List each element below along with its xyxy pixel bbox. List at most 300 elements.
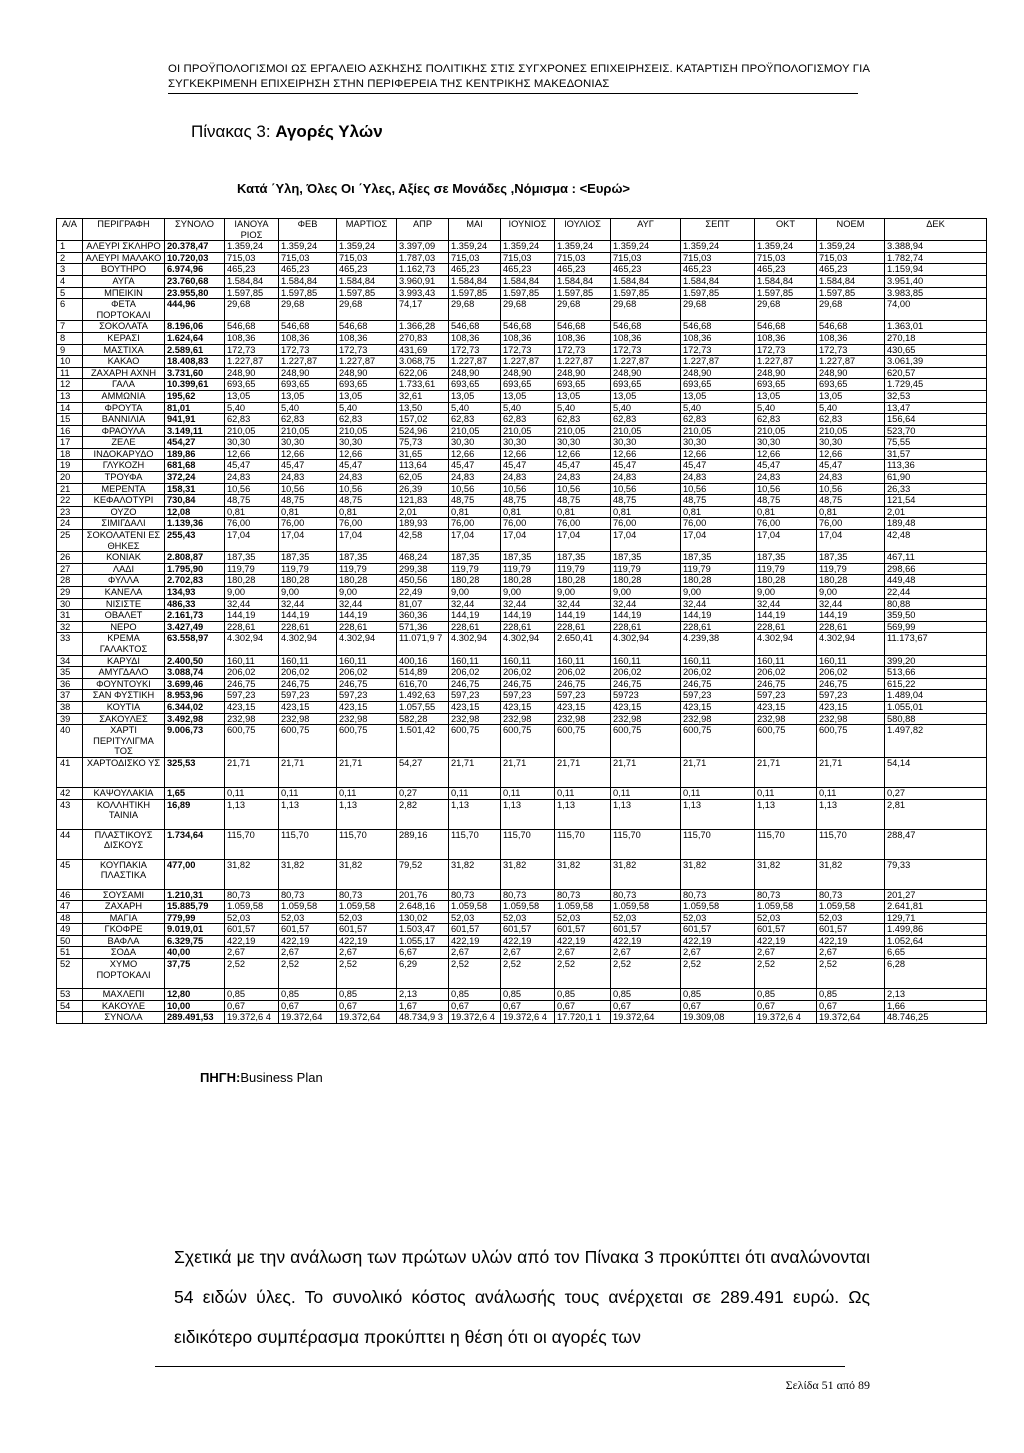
- month-value-cell: 1.055,17: [397, 935, 449, 947]
- month-value-cell: 0,85: [755, 989, 817, 1001]
- month-value-cell: 45,47: [279, 460, 337, 472]
- month-value-cell: 1.059,58: [337, 901, 397, 913]
- month-value-cell: 115,70: [225, 829, 279, 859]
- month-value-cell: 75,73: [397, 437, 449, 449]
- month-value-cell: 5,40: [817, 402, 885, 414]
- month-value-cell: 12,66: [225, 448, 279, 460]
- month-value-cell: 115,70: [681, 829, 755, 859]
- month-value-cell: 11.071,9 7: [397, 633, 449, 655]
- row-index-cell: 9: [57, 344, 83, 356]
- table-row: [57, 344, 987, 356]
- month-value-cell: 31,82: [611, 859, 681, 889]
- month-value-cell: 21,71: [555, 757, 611, 787]
- table-row: [57, 299, 987, 321]
- month-value-cell: 3.983,85: [885, 287, 987, 299]
- row-index-cell: 4: [57, 275, 83, 287]
- month-value-cell: 29,68: [337, 299, 397, 321]
- month-value-cell: 119,79: [755, 563, 817, 575]
- month-value-cell: 144,19: [817, 610, 885, 622]
- month-value-cell: 48,75: [225, 495, 279, 507]
- month-value-cell: 246,75: [817, 678, 885, 690]
- description-cell: ΦΕΤΑ ΠΟΡΤΟΚΑΛΙ: [83, 299, 165, 321]
- month-value-cell: 206,02: [279, 667, 337, 679]
- month-value-cell: 62,05: [397, 472, 449, 484]
- month-value-cell: 17,04: [449, 530, 501, 552]
- month-value-cell: 601,57: [501, 924, 555, 936]
- month-value-cell: 10,56: [555, 483, 611, 495]
- source-value: Business Plan: [240, 1070, 323, 1085]
- total-cell: 730,84: [165, 495, 225, 507]
- month-value-cell: 45,47: [817, 460, 885, 472]
- month-value-cell: 30,30: [337, 437, 397, 449]
- month-value-cell: 0,11: [225, 787, 279, 799]
- total-cell: 2.702,83: [165, 575, 225, 587]
- month-value-cell: 2,67: [449, 947, 501, 959]
- month-value-cell: 189,48: [885, 518, 987, 530]
- month-value-cell: 10,56: [449, 483, 501, 495]
- month-value-cell: 206,02: [755, 667, 817, 679]
- description-cell: ΜΑΣΤΙΧΑ: [83, 344, 165, 356]
- month-value-cell: 21,71: [337, 757, 397, 787]
- month-value-cell: 3.951,40: [885, 275, 987, 287]
- month-value-cell: 715,03: [681, 252, 755, 264]
- total-cell: 1.139,36: [165, 518, 225, 530]
- description-cell: ΣΟΚΟΛΑΤΕΝΙ ΕΣ ΘΗΚΕΣ: [83, 530, 165, 552]
- table-row: [57, 367, 987, 379]
- month-value-cell: 11.173,67: [885, 633, 987, 655]
- month-value-cell: 24,83: [817, 472, 885, 484]
- description-cell: ΑΥΓΑ: [83, 275, 165, 287]
- month-value-cell: 54,14: [885, 757, 987, 787]
- month-value-cell: 601,57: [337, 924, 397, 936]
- month-value-cell: 48,75: [449, 495, 501, 507]
- month-value-cell: 24,83: [279, 472, 337, 484]
- running-header-line-2: ΣΥΓΚΕΚΡΙΜΕΝΗ ΕΠΙΧΕΙΡΗΣΗ ΣΤΗΝ ΠΕΡΙΦΕΡΕΙΑ ΤΗΣ ΚΕΝΤΡΙΚΗΣ ΜΑΚΕΔΟΝΙΑΣ: [168, 78, 610, 90]
- month-value-cell: 9,00: [681, 587, 755, 599]
- month-value-cell: 29,68: [681, 299, 755, 321]
- month-value-cell: 80,73: [337, 889, 397, 901]
- table-row: [57, 437, 987, 449]
- month-value-cell: 2,67: [611, 947, 681, 959]
- month-value-cell: 0,11: [279, 787, 337, 799]
- total-cell: 158,31: [165, 483, 225, 495]
- month-value-cell: 29,68: [225, 299, 279, 321]
- month-value-cell: 115,70: [755, 829, 817, 859]
- month-value-cell: 13,05: [449, 390, 501, 402]
- column-header: ΙΟΥΛΙΟΣ: [555, 219, 611, 241]
- row-index-cell: 40: [57, 725, 83, 758]
- month-value-cell: 228,61: [681, 621, 755, 633]
- month-value-cell: 431,69: [397, 344, 449, 356]
- description-cell: ΙΝΔΟΚΑΡΥΔΟ: [83, 448, 165, 460]
- month-value-cell: 52,03: [501, 912, 555, 924]
- month-value-cell: 597,23: [337, 690, 397, 702]
- description-cell: ΓΚΟΦΡΕ: [83, 924, 165, 936]
- total-cell: 486,33: [165, 598, 225, 610]
- row-index-cell: 47: [57, 901, 83, 913]
- month-value-cell: 17,04: [337, 530, 397, 552]
- month-value-cell: 210,05: [279, 425, 337, 437]
- month-value-cell: 180,28: [681, 575, 755, 587]
- month-value-cell: 160,11: [611, 655, 681, 667]
- description-cell: ΠΛΑΣΤΙΚΟΥΣ ΔΙΣΚΟΥΣ: [83, 829, 165, 859]
- month-value-cell: 0,11: [501, 787, 555, 799]
- month-value-cell: 3.993,43: [397, 287, 449, 299]
- month-value-cell: 2,52: [681, 959, 755, 989]
- month-value-cell: 9,00: [337, 587, 397, 599]
- month-value-cell: 0,81: [611, 506, 681, 518]
- month-value-cell: 0,85: [681, 989, 755, 1001]
- month-value-cell: 156,64: [885, 414, 987, 426]
- table-row: [57, 667, 987, 679]
- month-value-cell: 0,85: [449, 989, 501, 1001]
- month-value-cell: 108,36: [755, 332, 817, 344]
- total-cell: 3.427,49: [165, 621, 225, 633]
- month-value-cell: 17,04: [225, 530, 279, 552]
- total-cell: 941,91: [165, 414, 225, 426]
- month-value-cell: 206,02: [337, 667, 397, 679]
- month-value-cell: 129,71: [885, 912, 987, 924]
- total-cell: 325,53: [165, 757, 225, 787]
- description-cell: ΦΟΥΝΤΟΥΚΙ: [83, 678, 165, 690]
- month-value-cell: 620,57: [885, 367, 987, 379]
- month-value-cell: 108,36: [449, 332, 501, 344]
- month-value-cell: 0,85: [611, 989, 681, 1001]
- month-value-cell: 172,73: [681, 344, 755, 356]
- month-value-cell: 187,35: [555, 552, 611, 564]
- month-value-cell: 80,73: [501, 889, 555, 901]
- month-value-cell: 2,52: [611, 959, 681, 989]
- month-value-cell: 80,73: [681, 889, 755, 901]
- row-index-cell: 20: [57, 472, 83, 484]
- description-cell: ΝΕΡΟ: [83, 621, 165, 633]
- month-value-cell: 465,23: [681, 264, 755, 276]
- month-value-cell: 206,02: [611, 667, 681, 679]
- row-index-cell: 1: [57, 241, 83, 253]
- month-value-cell: 30,30: [449, 437, 501, 449]
- month-value-cell: 160,11: [681, 655, 755, 667]
- month-value-cell: 121,54: [885, 495, 987, 507]
- month-value-cell: 1.057,55: [397, 701, 449, 713]
- description-cell: ΖΕΛΕ: [83, 437, 165, 449]
- description-cell: ΧΥΜΟ ΠΟΡΤΟΚΑΛΙ: [83, 959, 165, 989]
- month-value-cell: 2.650,41: [555, 633, 611, 655]
- month-value-cell: 1,13: [337, 799, 397, 829]
- table-row: [57, 598, 987, 610]
- month-value-cell: 288,47: [885, 829, 987, 859]
- month-value-cell: 422,19: [279, 935, 337, 947]
- month-value-cell: 270,83: [397, 332, 449, 344]
- column-header: ΔΕΚ: [885, 219, 987, 241]
- month-value-cell: 206,02: [817, 667, 885, 679]
- month-value-cell: 2,01: [397, 506, 449, 518]
- row-index-cell: 35: [57, 667, 83, 679]
- month-value-cell: 1.359,24: [337, 241, 397, 253]
- column-header: ΦΕΒ: [279, 219, 337, 241]
- row-index-cell: 32: [57, 621, 83, 633]
- month-value-cell: 4.302,94: [225, 633, 279, 655]
- total-cell: 81,01: [165, 402, 225, 414]
- month-value-cell: 31,82: [817, 859, 885, 889]
- month-value-cell: 172,73: [611, 344, 681, 356]
- month-value-cell: 1,13: [611, 799, 681, 829]
- month-value-cell: 144,19: [337, 610, 397, 622]
- month-value-cell: 0,81: [817, 506, 885, 518]
- month-value-cell: 228,61: [755, 621, 817, 633]
- month-value-cell: 1.597,85: [337, 287, 397, 299]
- month-value-cell: 228,61: [225, 621, 279, 633]
- row-index-cell: 3: [57, 264, 83, 276]
- total-cell: 23.760,68: [165, 275, 225, 287]
- month-value-cell: 246,75: [279, 678, 337, 690]
- month-value-cell: 423,15: [681, 701, 755, 713]
- month-value-cell: 10,56: [817, 483, 885, 495]
- month-value-cell: 13,50: [397, 402, 449, 414]
- month-value-cell: 160,11: [279, 655, 337, 667]
- month-value-cell: 1.055,01: [885, 701, 987, 713]
- table-row: [57, 829, 987, 859]
- month-value-cell: 1.059,58: [225, 901, 279, 913]
- table-row: [57, 725, 987, 758]
- month-value-cell: 399,20: [885, 655, 987, 667]
- table-row: [57, 518, 987, 530]
- table-row: [57, 414, 987, 426]
- month-value-cell: 601,57: [681, 924, 755, 936]
- month-value-cell: 80,73: [449, 889, 501, 901]
- row-index-cell: 6: [57, 299, 83, 321]
- month-value-cell: 2,13: [397, 989, 449, 1001]
- row-index-cell: 48: [57, 912, 83, 924]
- month-value-cell: 62,83: [225, 414, 279, 426]
- month-value-cell: 119,79: [681, 563, 755, 575]
- month-value-cell: 1,13: [755, 799, 817, 829]
- month-value-cell: 597,23: [681, 690, 755, 702]
- month-value-cell: 597,23: [755, 690, 817, 702]
- month-value-cell: 31,65: [397, 448, 449, 460]
- total-cell: 1,65: [165, 787, 225, 799]
- month-value-cell: 210,05: [555, 425, 611, 437]
- table-row: [57, 935, 987, 947]
- month-value-cell: 2,52: [279, 959, 337, 989]
- month-value-cell: 1,13: [817, 799, 885, 829]
- month-value-cell: 29,68: [611, 299, 681, 321]
- month-value-cell: 5,40: [501, 402, 555, 414]
- month-value-cell: 32,44: [337, 598, 397, 610]
- table-row: [57, 701, 987, 713]
- month-value-cell: 121,83: [397, 495, 449, 507]
- description-cell: ΣΙΜΙΓΔΑΛΙ: [83, 518, 165, 530]
- month-value-cell: 400,16: [397, 655, 449, 667]
- month-value-cell: 76,00: [449, 518, 501, 530]
- month-value-cell: 693,65: [337, 379, 397, 391]
- total-cell: 37,75: [165, 959, 225, 989]
- month-value-cell: 10,56: [611, 483, 681, 495]
- column-header: ΙΟΥΝΙΟΣ: [501, 219, 555, 241]
- month-value-cell: 2,82: [397, 799, 449, 829]
- month-value-cell: 1.489,04: [885, 690, 987, 702]
- month-value-cell: 17,04: [279, 530, 337, 552]
- month-value-cell: 715,03: [611, 252, 681, 264]
- month-value-cell: 10,56: [755, 483, 817, 495]
- month-value-cell: 30,30: [611, 437, 681, 449]
- month-value-cell: 13,05: [279, 390, 337, 402]
- description-cell: ΜΠΕΙΚΙΝ: [83, 287, 165, 299]
- month-value-cell: 1,66: [885, 1000, 987, 1012]
- month-value-cell: 113,36: [885, 460, 987, 472]
- month-value-cell: 1.501,42: [397, 725, 449, 758]
- total-cell: 8.953,96: [165, 690, 225, 702]
- month-value-cell: 30,30: [555, 437, 611, 449]
- table-row: [57, 947, 987, 959]
- month-value-cell: 423,15: [279, 701, 337, 713]
- month-value-cell: 615,22: [885, 678, 987, 690]
- total-cell: 1.795,90: [165, 563, 225, 575]
- total-cell: 15.885,79: [165, 901, 225, 913]
- month-value-cell: 1.584,84: [279, 275, 337, 287]
- month-value-cell: 1.597,85: [555, 287, 611, 299]
- month-value-cell: 19.372,6 4: [501, 1012, 555, 1024]
- month-value-cell: 115,70: [279, 829, 337, 859]
- month-value-cell: 13,05: [611, 390, 681, 402]
- month-value-cell: 232,98: [501, 713, 555, 725]
- row-index-cell: 12: [57, 379, 83, 391]
- table-row: [57, 506, 987, 518]
- month-value-cell: 693,65: [449, 379, 501, 391]
- month-value-cell: 24,83: [755, 472, 817, 484]
- month-value-cell: 423,15: [337, 701, 397, 713]
- month-value-cell: 2,81: [885, 799, 987, 829]
- month-value-cell: 32,44: [611, 598, 681, 610]
- month-value-cell: 1.227,87: [449, 356, 501, 368]
- month-value-cell: 228,61: [501, 621, 555, 633]
- month-value-cell: 12,66: [755, 448, 817, 460]
- month-value-cell: 76,00: [555, 518, 611, 530]
- total-cell: 779,99: [165, 912, 225, 924]
- month-value-cell: 144,19: [555, 610, 611, 622]
- month-value-cell: 115,70: [337, 829, 397, 859]
- month-value-cell: 210,05: [681, 425, 755, 437]
- month-value-cell: 430,65: [885, 344, 987, 356]
- total-cell: 372,24: [165, 472, 225, 484]
- description-cell: ΚΡΕΜΑ ΓΑΛΑΚΤΟΣ: [83, 633, 165, 655]
- month-value-cell: 600,75: [449, 725, 501, 758]
- month-value-cell: 1.584,84: [611, 275, 681, 287]
- month-value-cell: 130,02: [397, 912, 449, 924]
- month-value-cell: 119,79: [449, 563, 501, 575]
- month-value-cell: 48.746,25: [885, 1012, 987, 1024]
- month-value-cell: 1.059,58: [279, 901, 337, 913]
- month-value-cell: 465,23: [501, 264, 555, 276]
- month-value-cell: 12,66: [817, 448, 885, 460]
- total-cell: 63.558,97: [165, 633, 225, 655]
- month-value-cell: 715,03: [337, 252, 397, 264]
- month-value-cell: 17,04: [555, 530, 611, 552]
- month-value-cell: 693,65: [501, 379, 555, 391]
- month-value-cell: 144,19: [755, 610, 817, 622]
- month-value-cell: 17,04: [817, 530, 885, 552]
- description-cell: ΜΕΡΕΝΤΑ: [83, 483, 165, 495]
- month-value-cell: 10,56: [279, 483, 337, 495]
- month-value-cell: 45,47: [225, 460, 279, 472]
- total-cell: 6.344,02: [165, 701, 225, 713]
- month-value-cell: 1.597,85: [755, 287, 817, 299]
- month-value-cell: 465,23: [449, 264, 501, 276]
- month-value-cell: 160,11: [755, 655, 817, 667]
- table-row: [57, 621, 987, 633]
- month-value-cell: 1.492,63: [397, 690, 449, 702]
- total-cell: 10.720,03: [165, 252, 225, 264]
- row-index-cell: 13: [57, 390, 83, 402]
- row-index-cell: 44: [57, 829, 83, 859]
- description-cell: ΒΑΦΛΑ: [83, 935, 165, 947]
- month-value-cell: 228,61: [611, 621, 681, 633]
- month-value-cell: 172,73: [279, 344, 337, 356]
- description-cell: ΒΑΝΝΙΛΙΑ: [83, 414, 165, 426]
- month-value-cell: 1.787,03: [397, 252, 449, 264]
- month-value-cell: 600,75: [681, 725, 755, 758]
- month-value-cell: 1.729,45: [885, 379, 987, 391]
- row-index-cell: 15: [57, 414, 83, 426]
- month-value-cell: 0,67: [225, 1000, 279, 1012]
- month-value-cell: 144,19: [611, 610, 681, 622]
- row-index-cell: 36: [57, 678, 83, 690]
- month-value-cell: 3.061,39: [885, 356, 987, 368]
- month-value-cell: 600,75: [501, 725, 555, 758]
- month-value-cell: 422,19: [555, 935, 611, 947]
- table-row: [57, 264, 987, 276]
- month-value-cell: 601,57: [279, 924, 337, 936]
- month-value-cell: 524,96: [397, 425, 449, 437]
- month-value-cell: 17.720,1 1: [555, 1012, 611, 1024]
- month-value-cell: 17,04: [681, 530, 755, 552]
- month-value-cell: 228,61: [279, 621, 337, 633]
- month-value-cell: 1,13: [501, 799, 555, 829]
- total-cell: 18.408,83: [165, 356, 225, 368]
- month-value-cell: 172,73: [817, 344, 885, 356]
- month-value-cell: 80,73: [279, 889, 337, 901]
- month-value-cell: 180,28: [611, 575, 681, 587]
- month-value-cell: 580,88: [885, 713, 987, 725]
- month-value-cell: 546,68: [337, 321, 397, 333]
- month-value-cell: 30,30: [681, 437, 755, 449]
- row-index-cell: 25: [57, 530, 83, 552]
- month-value-cell: 246,75: [681, 678, 755, 690]
- table-row: [57, 959, 987, 989]
- month-value-cell: 76,00: [337, 518, 397, 530]
- table-header-row: [57, 219, 987, 241]
- column-header: ΝΟΕΜ: [817, 219, 885, 241]
- month-value-cell: 13,05: [337, 390, 397, 402]
- page-number: Σελίδα 51 από 89: [785, 1378, 870, 1392]
- month-value-cell: 1.359,24: [817, 241, 885, 253]
- description-cell: ΓΑΛΑ: [83, 379, 165, 391]
- month-value-cell: 119,79: [337, 563, 397, 575]
- table-row: [57, 713, 987, 725]
- description-cell: ΚΟΥΠΑΚΙΑ ΠΛΑΣΤΙΚΑ: [83, 859, 165, 889]
- month-value-cell: 600,75: [337, 725, 397, 758]
- table-row: [57, 678, 987, 690]
- column-header: ΜΑΙ: [449, 219, 501, 241]
- table-row: [57, 530, 987, 552]
- month-value-cell: 10,56: [681, 483, 755, 495]
- month-value-cell: 24,83: [337, 472, 397, 484]
- month-value-cell: 48,75: [555, 495, 611, 507]
- month-value-cell: 12,66: [681, 448, 755, 460]
- month-value-cell: 5,40: [611, 402, 681, 414]
- month-value-cell: 600,75: [279, 725, 337, 758]
- total-cell: 2.161,73: [165, 610, 225, 622]
- month-value-cell: 52,03: [449, 912, 501, 924]
